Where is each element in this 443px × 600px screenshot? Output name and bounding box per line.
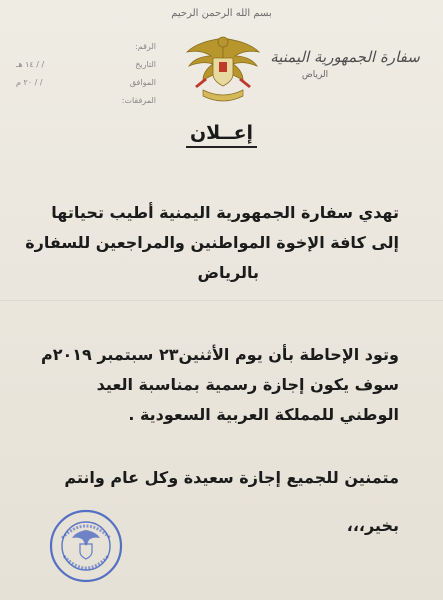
text-line: سوف يكون إجازة رسمية بمناسبة العيد <box>96 375 399 394</box>
paragraph-greeting <box>25 198 399 288</box>
text-line: بالرياض <box>197 263 259 282</box>
text-line: إلى كافة الإخوة المواطنين والمراجعين للسفارة <box>25 233 399 252</box>
field-value: / / ٢٠ م <box>16 78 43 87</box>
text-line: تهدي سفارة الجمهورية اليمنية أطيب تحياتها <box>51 203 399 222</box>
yemen-emblem-icon <box>183 30 263 105</box>
field-value <box>16 92 106 110</box>
field-label: الرقم: <box>135 42 156 51</box>
embassy-letterhead <box>265 48 425 80</box>
text-line: متمنين للجميع إجازة سعيدة وكل عام وانتم <box>64 468 399 487</box>
text-line: بخير،،، <box>346 516 399 535</box>
reference-fields <box>16 38 156 110</box>
field-date-gregorian <box>16 74 156 92</box>
field-attachments <box>16 92 156 110</box>
text-line: الوطني للمملكة العربية السعودية . <box>128 405 399 424</box>
field-label: الموافق <box>129 78 156 87</box>
field-value: / / ١٤ هـ <box>16 60 45 69</box>
field-value <box>16 38 106 56</box>
text-line: وتود الإحاطة بأن يوم الأثنين٢٣ سبتمبر ٢٠١٩م <box>41 345 399 364</box>
field-label: التاريخ <box>135 60 156 69</box>
embassy-name: سفارة الجمهورية اليمنية <box>270 48 420 66</box>
field-number <box>16 38 156 56</box>
announcement-title-text: إعــلان <box>186 122 257 148</box>
field-label: المرفقات: <box>121 96 156 105</box>
paragraph-announcement <box>39 340 399 430</box>
basmala: بسم الله الرحمن الرحيم <box>171 8 272 19</box>
embassy-stamp-icon <box>48 508 124 584</box>
announcement-title <box>0 122 443 144</box>
embassy-city: الرياض <box>301 70 329 80</box>
field-date-hijri <box>16 56 156 74</box>
paper-crease <box>0 300 443 301</box>
